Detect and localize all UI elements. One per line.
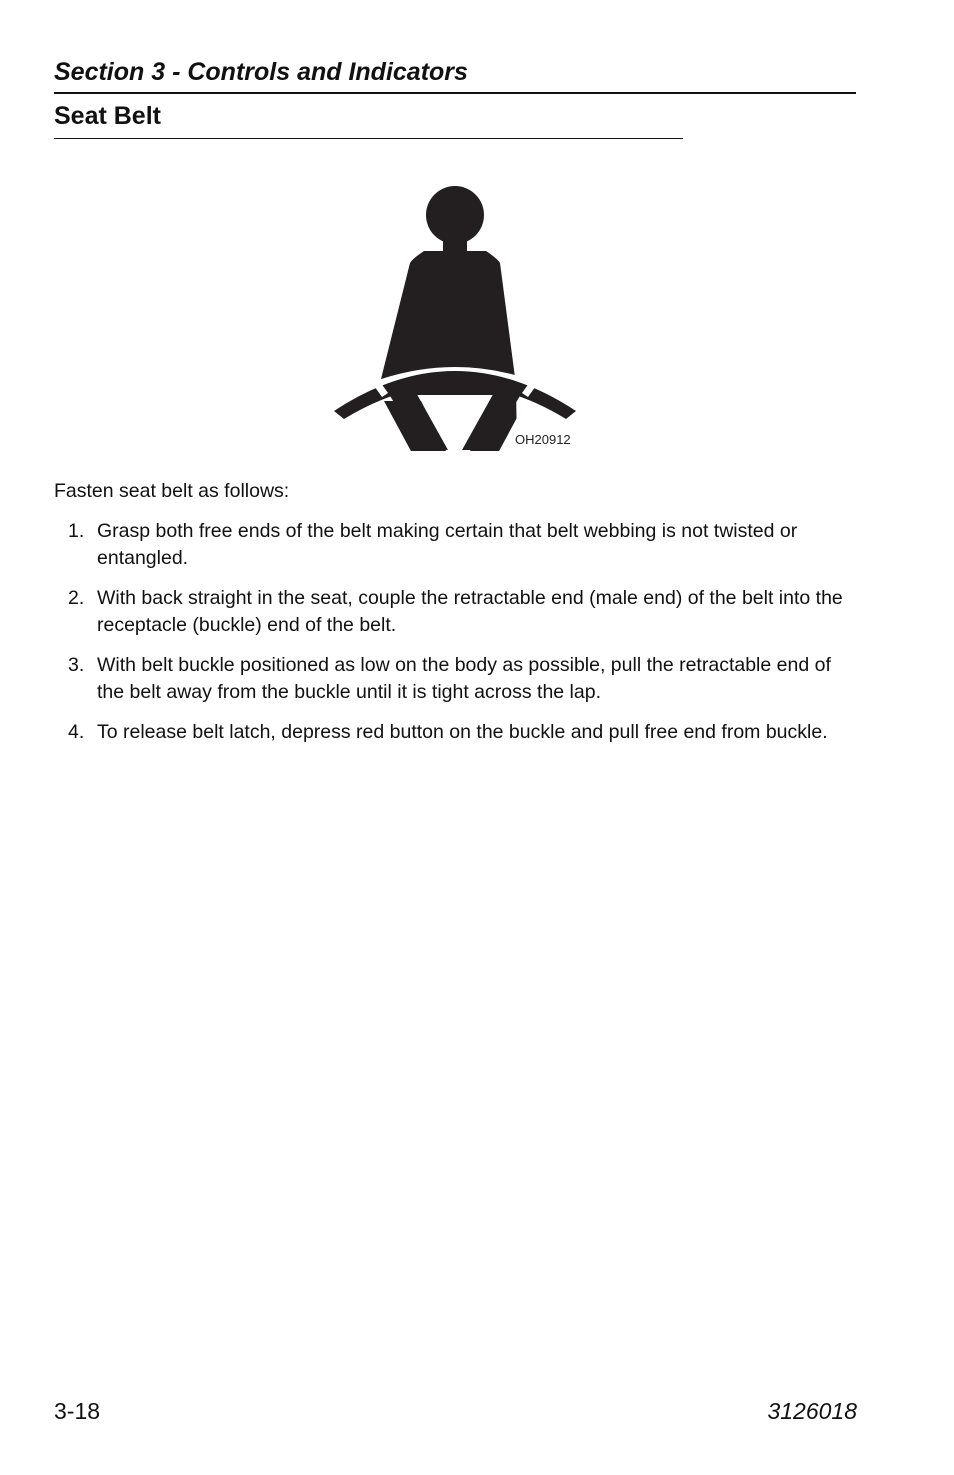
step-text: Grasp both free ends of the belt making certain that belt webbing is not twisted or entangled. [97,520,798,569]
step-number: 2. [68,587,85,609]
step-number: 3. [68,654,85,676]
list-item [54,585,854,638]
section-header [54,56,856,94]
list-item [54,719,854,746]
section-title: Section 3 - Controls and Indicators [54,58,468,86]
figure-id-label: OH20912 [515,432,571,447]
list-item [54,518,854,571]
intro-text: Fasten seat belt as follows: [54,480,290,502]
list-item [54,652,854,705]
step-number: 4. [68,721,85,743]
page-number: 3-18 [54,1398,101,1424]
subsection-title: Seat Belt [54,102,161,130]
step-text: With back straight in the seat, couple the retractable end (male end) of the belt into the receptacle (buckle) end of the belt. [97,587,843,636]
steps-list [54,518,854,760]
document-number: 3126018 [767,1398,857,1424]
step-text: With belt buckle positioned as low on the body as possible, pull the retractable end of the belt away from the buckle until it is tight across the lap. [97,654,831,703]
step-number: 1. [68,520,85,542]
subsection-header [54,100,683,139]
seat-belt-figure [330,183,590,453]
seat-belt-icon [330,183,590,453]
step-text: To release belt latch, depress red button on the buckle and pull free end from buckle. [97,721,828,743]
